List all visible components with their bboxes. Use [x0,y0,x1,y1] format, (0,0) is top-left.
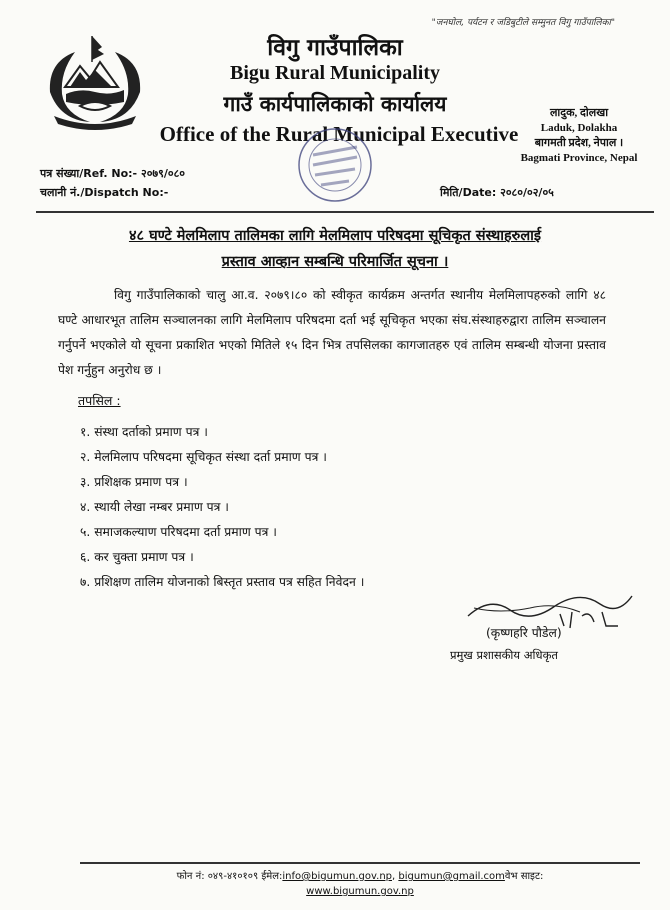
notice-title-line1: ४८ घण्टे मेलमिलाप तालिमका लागि मेलमिलाप परिषदमा सूचिकृत संस्थाहरुलाई [128,228,542,244]
ref-value: २०७९/०८० [140,167,186,180]
dispatch-number [40,185,168,200]
date-label: मिति/Date: [440,186,497,199]
footer-phone: फोन नं: ०४९-४१०१०९ ईमेल: [176,871,283,882]
address-line: Bagmati Province, Nepal [520,152,638,164]
notice-title-line2: प्रस्ताव आव्हान सम्बन्धि परिमार्जित सूचना । [221,254,449,270]
list-item: ५. समाजकल्याण परिषदमा दर्ता प्रमाण पत्र । [80,525,277,539]
footer-web-label: वेभ साइट: [504,871,544,882]
motto: "जनघोल, पर्यटन र जडिबुटीले सम्मुनत विगु गाउँपालिका" [431,18,615,28]
list-item: २. मेलमिलाप परिषदमा सूचिकृत संस्था दर्ता प्रमाण पत्र । [80,450,327,464]
office-name-en: Office of the Rural Municipal Executive [159,122,519,146]
address-line: Laduk, Dolakha [540,122,618,134]
office-name-np: गाउँ कार्यपालिकाको कार्यालय [223,92,447,116]
signer-title: प्रमुख प्रशासकीय अधिकृत [450,648,558,662]
list-item: ६. कर चुक्ता प्रमाण पत्र । [80,550,194,564]
document-list [80,420,560,595]
footer-contact [80,868,640,882]
office-stamp [295,125,375,205]
list-item: ७. प्रशिक्षण तालिम योजनाको बिस्तृत प्रस्ताव पत्र सहित निवेदन । [80,575,365,589]
list-item: १. संस्था दर्ताको प्रमाण पत्र । [80,425,208,439]
tapsil-heading: तपसिल : [78,393,121,408]
address-line: लादुक, दोलखा [549,107,609,119]
list-item: ४. स्थायी लेखा नम्बर प्रमाण पत्र । [80,500,229,514]
footer-email-info[interactable]: info@bigumun.gov.np [282,871,393,882]
footer-email-gmail[interactable]: bigumun@gmail.com [398,871,505,882]
footer-website[interactable]: www.bigumun.gov.np [306,886,414,897]
header-divider [36,211,654,213]
list-item: ३. प्रशिक्षक प्रमाण पत्र । [80,475,188,489]
footer-divider [80,862,640,864]
ref-label: पत्र संख्या/Ref. No:- [40,167,138,180]
municipality-name-np: विगु गाउँपालिका [267,35,403,61]
letter-date [440,185,554,200]
nepal-emblem-icon [40,32,150,132]
footer-separator: , [392,871,399,882]
dispatch-label: चलानी नं./Dispatch No:- [40,186,169,199]
notice-body: विगु गाउँपालिकाको चालु आ.व. २०७९।८० को स्वीकृत कार्यक्रम अन्तर्गत स्थानीय मेलमिलापहरुको लागि ४८ घण्टे आधारभूत तालिम सञ्चालनका लागि मेलमिलाप परिषदमा दर्ता भई सूचिकृत भएका संघ.संस्थाहरुद्वारा तालिम सञ्चालन गर्नुपर्ने भएकोले यो सूचना प्रकाशित भएको मितिले १५ दिन भित्र तपसिलका कागजातहरु एवं तालिम सम्बन्धी योजना प्रस्ताव पेश गर्नुहुन अनुरोध छ । [58,288,606,377]
address-block [504,106,654,166]
address-line: बागमती प्रदेश, नेपाल । [534,137,624,149]
municipality-name-en: Bigu Rural Municipality [229,62,441,84]
ref-number [40,166,185,181]
footer-website-row [80,886,640,897]
date-value: २०८०/०२/०५ [500,186,554,199]
signer-name: (कृष्णहरि पौडेल) [486,626,562,640]
